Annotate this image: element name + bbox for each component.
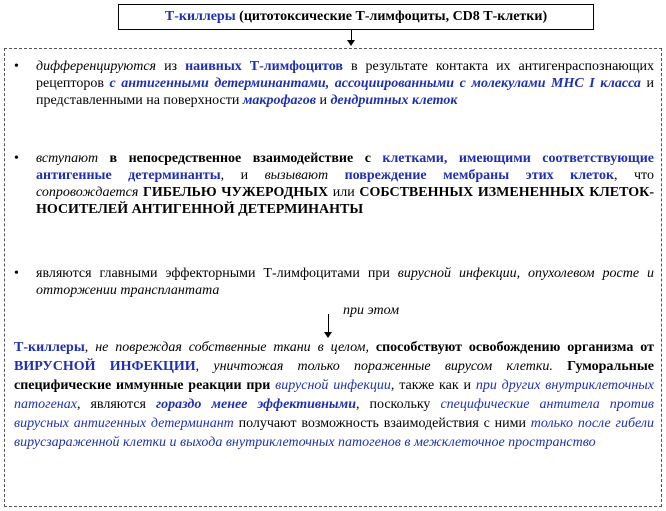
- text-span: , поскольку: [355, 397, 441, 412]
- title-killers: Т-киллеры: [164, 9, 236, 24]
- text-span: ,: [195, 359, 214, 374]
- bullet-text: [36, 265, 654, 299]
- bullet-icon: •: [14, 151, 19, 166]
- text-span: наивных Т-лимфоцитов: [185, 59, 343, 74]
- text-span: в непосредственное взаимодействие с: [98, 151, 383, 166]
- bullet-item-effector: [14, 265, 654, 299]
- text-span: ,: [84, 340, 96, 355]
- bullet-icon: •: [14, 59, 19, 74]
- text-span: и представленными на поверхности: [36, 76, 654, 108]
- text-span: и: [315, 93, 331, 108]
- text-span: СОБСТВЕННЫХ ИЗМЕНЕННЫХ КЛЕТОК-НОСИТЕЛЕЙ АНТИГЕННОЙ ДЕТЕРМИНАНТЫ: [36, 185, 654, 217]
- text-span: вызывают: [264, 168, 329, 183]
- arrow-down-line: [328, 314, 329, 334]
- text-span: способствуют освобождению организма от: [368, 340, 654, 355]
- text-span: дифференцируются: [36, 59, 157, 74]
- text-span: не повреждая собственные ткани в целом,: [95, 340, 369, 355]
- bullet-text: [36, 150, 654, 218]
- text-span: Гуморальные специфические иммунные реакции при: [14, 359, 655, 393]
- bullet-text: [36, 58, 654, 109]
- bullet-icon: •: [14, 266, 19, 281]
- text-span: только после гибели вирусзараженной клетки и выхода внутриклеточных патогенов в межклеточное пространство: [14, 416, 655, 450]
- bullet-item-interaction: [14, 150, 654, 218]
- text-span: повреждение мембраны этих клеток: [344, 168, 615, 183]
- arrow-label: при этом: [343, 303, 399, 318]
- bullet-item-differentiation: [14, 58, 654, 109]
- arrow-down-line: [351, 30, 352, 40]
- title-rest: (цитотоксические Т-лимфоциты, CD8 Т-клетки): [235, 9, 548, 24]
- text-span: клетками, имеющими соответствующие антигенные детерминанты: [36, 151, 654, 183]
- text-span: сопровождается: [36, 185, 139, 200]
- text-span: , являются: [76, 397, 156, 412]
- text-span: [328, 168, 344, 183]
- arrow-down-icon: [347, 40, 355, 46]
- text-span: из: [156, 59, 186, 74]
- text-span: гораздо менее эффективными: [155, 397, 356, 412]
- text-span: при других внутриклеточных патогенах: [14, 378, 654, 412]
- text-span: с антигенными детерминантами, ассоциированными с молекулами МНС I класса: [109, 76, 641, 91]
- text-span: получают возможность взаимодействия с ними: [233, 416, 531, 431]
- text-span: уничтожая только пораженные вирусом клетки.: [213, 359, 553, 374]
- text-span: Т-киллеры: [14, 340, 85, 355]
- text-span: ГИБЕЛЬЮ ЧУЖЕРОДНЫХ: [138, 185, 329, 200]
- text-span: , также как и: [390, 378, 476, 393]
- text-span: ВИРУСНОЙ ИНФЕКЦИИ: [14, 359, 196, 374]
- text-span: вирусной инфекции: [275, 378, 391, 393]
- text-span: , и: [220, 168, 265, 183]
- text-span: вирусной инфекции, опухолевом росте и отторжении трансплантата: [36, 266, 654, 298]
- text-span: специфические антитела против вирусных антигенных детерминант: [14, 397, 654, 431]
- text-span: дендритных клеток: [330, 93, 458, 108]
- text-span: макрофагов: [242, 93, 316, 108]
- text-span: , что: [614, 168, 654, 183]
- text-span: или: [328, 185, 360, 200]
- title-box: [118, 4, 594, 30]
- text-span: в результате контакта их антигенраспознающих рецепторов: [36, 59, 655, 91]
- summary-paragraph: [14, 338, 654, 452]
- text-span: вступают: [36, 151, 99, 166]
- text-span: являются главными эффекторными Т-лимфоцитами при: [36, 266, 398, 281]
